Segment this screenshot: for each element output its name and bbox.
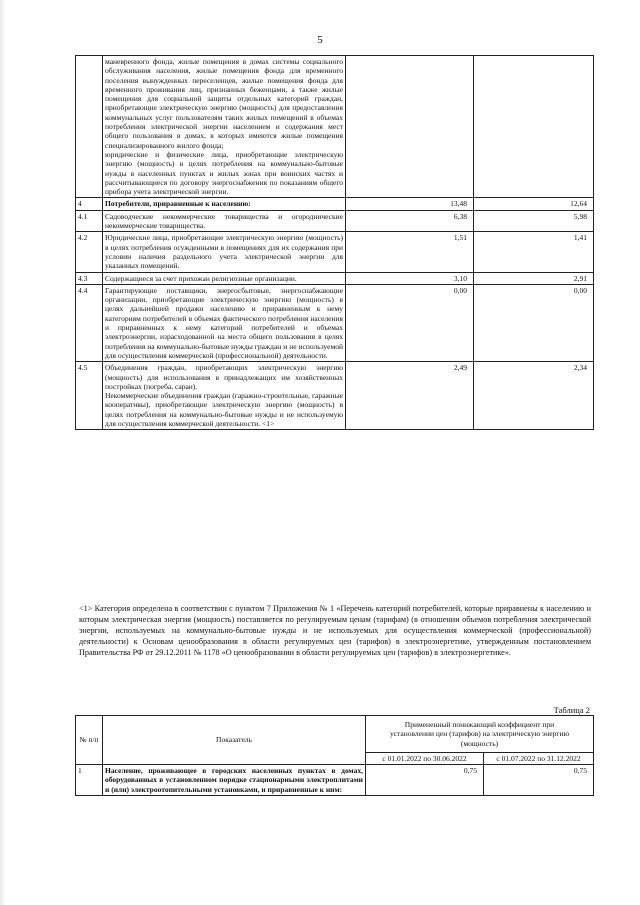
row-paragraph: Юридические лица, приобретающие электрическую энергию (мощность) в целях потребления осужденными в помещениях для их содержания при условии наличия раздельного учета электрической энергии для указанных помещений. bbox=[105, 233, 343, 271]
row-text: Население, проживающее в городских населенных пунктах в домах, оборудованных в установленном порядке стационарными электроплитами и (или) электроотопительными установками, и приравненные к ним: bbox=[103, 765, 366, 796]
row-paragraph: Содержащиеся за счет прихожан религиозные организации. bbox=[105, 273, 297, 283]
row-paragraph: юридические и физические лица, приобретающие электрическую энергию (мощность) в целях потребления на коммунально-бытовые нужды в населенных пунктах и жилых зонах при воинских частях и рассчитывающиеся по договору энергоснабжения по показаниям общего прибора учета электрической энергии. bbox=[105, 149, 343, 197]
table-header-row bbox=[76, 716, 594, 753]
row-text bbox=[103, 232, 346, 272]
row-number: 4.2 bbox=[76, 232, 103, 272]
header-indicator: Показатель bbox=[103, 716, 366, 765]
table-row bbox=[76, 56, 594, 198]
table-row bbox=[76, 210, 594, 232]
row-paragraph: Потребители, приравненные к населению: bbox=[105, 199, 251, 209]
header-num: № п/п bbox=[76, 716, 103, 765]
value-period-1: 2,49 bbox=[346, 362, 474, 430]
tariff-table-body bbox=[76, 56, 594, 430]
row-number bbox=[76, 56, 103, 198]
header-coefficient: Примененный понижающий коэффициент при установлении цен (тарифов) на электрическую энергию (мощность) bbox=[366, 716, 594, 753]
row-text bbox=[103, 272, 346, 284]
value-period-1: 1,51 bbox=[346, 232, 474, 272]
row-paragraph: Гарантирующие поставщики, энергосбытовые, энергоснабжающие организации, приобретающие электрическую энергию (мощность) в целях дальнейшей продажи населению и приравненным к нему категориям потребителей в объемах фактического потребления населения и приравненных к нему категорий потребителей и объемах электроэнергии, израсходованной на места общего пользования в целях потребления на коммунально-бытовые нужды граждан и не используемой для осуществления коммерческой (профессиональной) деятельности. bbox=[105, 285, 343, 360]
value-period-2 bbox=[474, 56, 594, 198]
value-period-2: 0,75 bbox=[484, 765, 594, 796]
table-row bbox=[76, 284, 594, 361]
header-period-1: с 01.01.2022 по 30.06.2022 bbox=[366, 752, 484, 764]
value-period-2: 12,64 bbox=[474, 198, 594, 210]
value-period-1: 13,48 bbox=[346, 198, 474, 210]
value-period-1: 0,75 bbox=[366, 765, 484, 796]
value-period-1 bbox=[346, 56, 474, 198]
row-text bbox=[103, 198, 346, 210]
table-row bbox=[76, 765, 594, 796]
table-row bbox=[76, 272, 594, 284]
value-period-2: 1,41 bbox=[474, 232, 594, 272]
header-period-2: с 01.07.2022 по 31.12.2022 bbox=[484, 752, 594, 764]
footnote: <1> Категория определена в соответствии с пунктом 7 Приложения № 1 «Перечень категорий потребителей, которые приравнены к населению и которым электрическая энергия (мощность) поставляется по регулируемым ценам (тарифам) (в отношении объемов потребления электрической энергии, используемых на коммунально-бытовые нужды и не используемых для осуществления коммерческой (профессиональной) деятельности) к Основам ценообразования в области регулируемых цен (тарифов) в электроэнергетике, утвержденным постановлением Правительства РФ от 29.12.2011 № 1178 «О ценообразовании в области регулируемых цен (тарифов) в электроэнергетике». bbox=[79, 604, 591, 657]
value-period-1: 3,10 bbox=[346, 272, 474, 284]
page-number: 5 bbox=[317, 34, 323, 46]
row-number: 1 bbox=[76, 765, 103, 796]
row-number: 4.3 bbox=[76, 272, 103, 284]
row-text bbox=[103, 362, 346, 430]
value-period-2: 0,00 bbox=[474, 284, 594, 361]
row-paragraph: маневренного фонда, жилые помещения в домах системы социального обслуживания населения, жилые помещения фонда для временного поселения вынужденных переселенцев, жилые помещения фонда для временного проживания лиц, признанных беженцами, а также жилые помещения для социальной защиты отдельных категорий граждан, приобретающие электрическую энергию (мощность) для предоставления коммунальных услуг пользователям таких жилых помещений в объемах потребления электрической энергии населением и содержания мест общего пользования в домах, в которых имеются жилые помещения специализированного жилого фонда; bbox=[105, 57, 343, 150]
table-row bbox=[76, 362, 594, 430]
row-paragraph: Некоммерческие объединения граждан (гаражно-строительные, гаражные кооперативы), приобретающие электрическую энергию (мощность) в целях потребления на коммунально-бытовые нужды и не используемую для осуществления коммерческой деятельности. <1> bbox=[105, 391, 343, 428]
row-number: 4.5 bbox=[76, 362, 103, 430]
value-period-2: 5,98 bbox=[474, 210, 594, 232]
row-text bbox=[103, 284, 346, 361]
table-row bbox=[76, 198, 594, 210]
row-paragraph: Объединения граждан, приобретающих электрическую энергию (мощность) для использования в принадлежащих им хозяйственных постройках (погреба, сараи). bbox=[105, 363, 343, 391]
table-row bbox=[76, 232, 594, 272]
row-number: 4 bbox=[76, 198, 103, 210]
row-paragraph: Садоводческие некоммерческие товарищества и огороднические некоммерческие товарищества. bbox=[105, 211, 343, 231]
table-2-label: Таблица 2 bbox=[553, 705, 590, 715]
value-period-2: 2,34 bbox=[474, 362, 594, 430]
scan-edge bbox=[0, 0, 6, 905]
coefficient-table bbox=[75, 715, 594, 796]
row-text bbox=[103, 210, 346, 232]
tariff-table bbox=[75, 55, 594, 430]
value-period-1: 6,38 bbox=[346, 210, 474, 232]
row-number: 4.1 bbox=[76, 210, 103, 232]
value-period-1: 0,00 bbox=[346, 284, 474, 361]
value-period-2: 2,91 bbox=[474, 272, 594, 284]
row-number: 4.4 bbox=[76, 284, 103, 361]
row-text bbox=[103, 56, 346, 198]
